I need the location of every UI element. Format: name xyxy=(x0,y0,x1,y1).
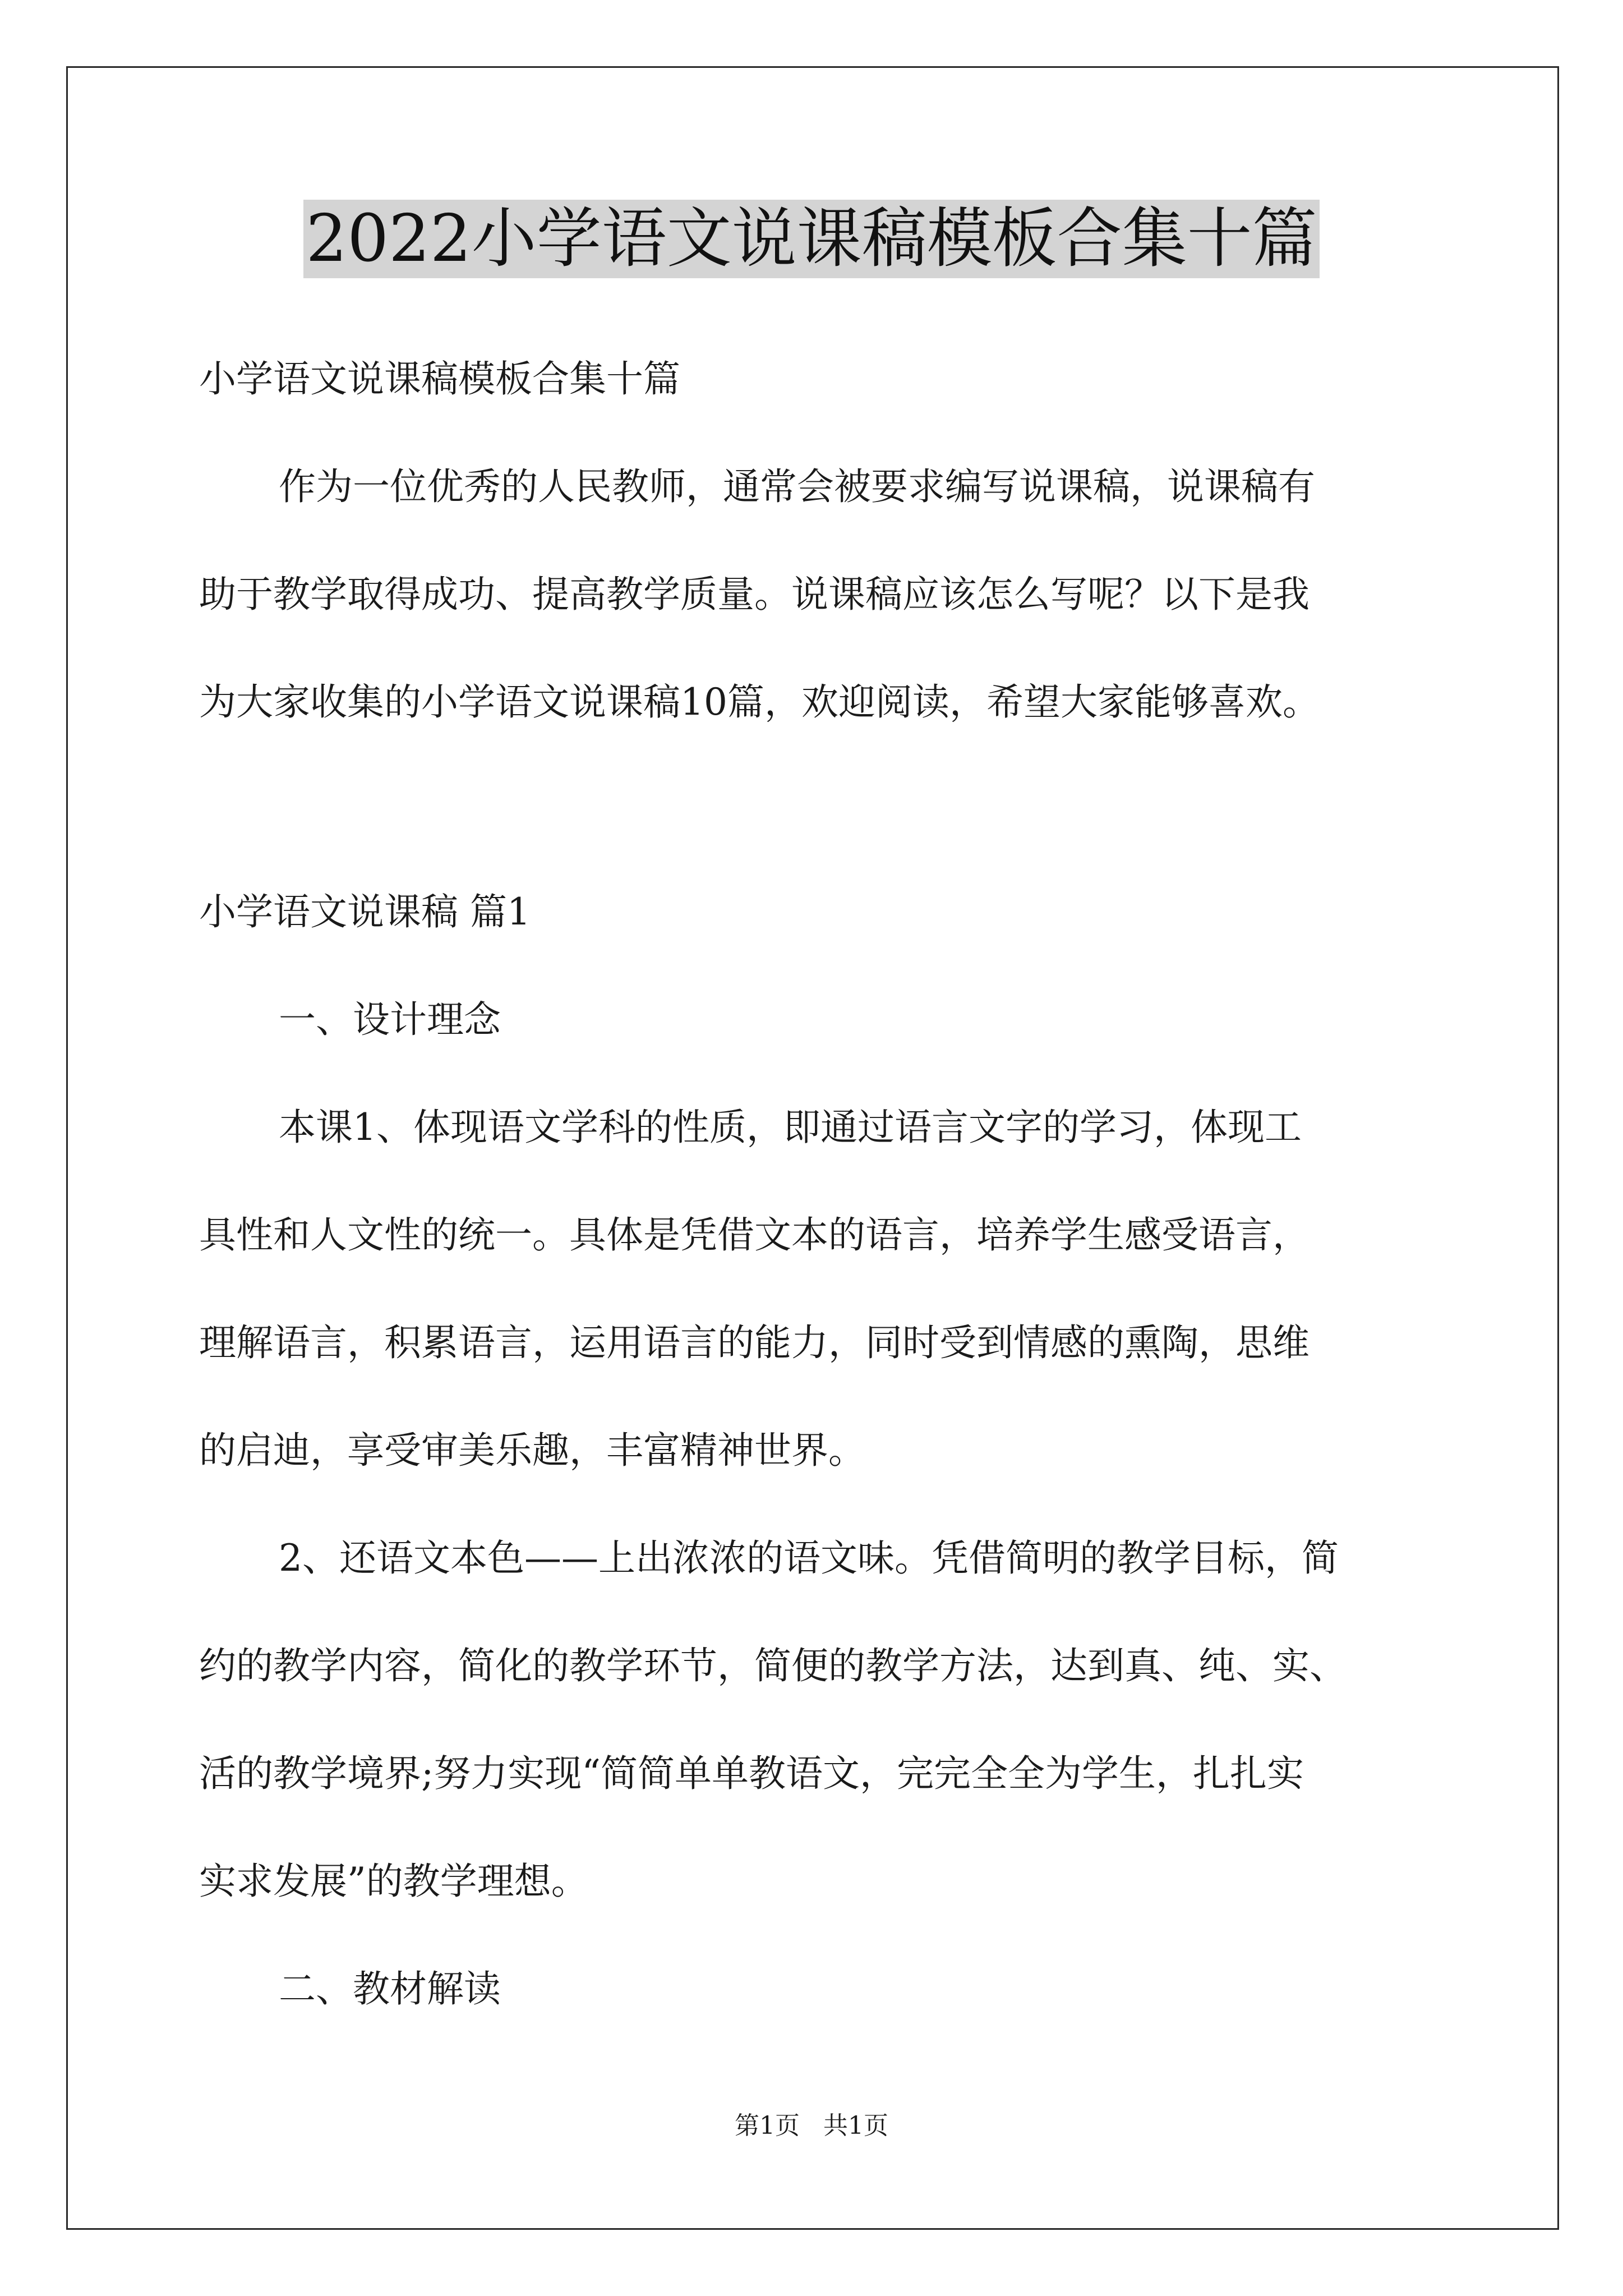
para2-line-3: 活的教学境界;努力实现“简简单单教语文，完完全全为学生，扎扎实 xyxy=(199,1752,1304,1795)
para1-line-2: 具性和人文性的统一。具体是凭借文本的语言，培养学生感受语言， xyxy=(199,1213,1310,1257)
para1-line-3: 理解语言，积累语言，运用语言的能力，同时受到情感的熏陶，思维 xyxy=(199,1321,1310,1364)
para2-line-4: 实求发展”的教学理想。 xyxy=(199,1860,588,1903)
para2-line-2: 约的教学内容，简化的教学环节，简便的教学方法，达到真、纯、实、 xyxy=(199,1644,1347,1687)
intro-line-2: 助于教学取得成功、提高教学质量。说课稿应该怎么写呢？以下是我 xyxy=(199,573,1310,616)
page-number: 第1页 共1页 xyxy=(735,2111,888,2140)
intro-line-3: 为大家收集的小学语文说课稿10篇，欢迎阅读，希望大家能够喜欢。 xyxy=(199,680,1320,724)
title-container xyxy=(0,200,1623,278)
part1-heading: 一、设计理念 xyxy=(279,998,501,1041)
page-footer xyxy=(0,2109,1623,2143)
para2-line-1: 2、还语文本色——上出浓浓的语文味。凭借简明的教学目标，简 xyxy=(279,1536,1339,1580)
document-title: 2022小学语文说课稿模板合集十篇 xyxy=(303,200,1319,278)
section-heading: 小学语文说课稿 篇1 xyxy=(199,890,531,933)
part2-heading: 二、教材解读 xyxy=(279,1967,501,2010)
para1-line-1: 本课1、体现语文学科的性质，即通过语言文字的学习，体现工 xyxy=(279,1106,1302,1149)
intro-line-1: 作为一位优秀的人民教师，通常会被要求编写说课稿，说课稿有 xyxy=(279,465,1315,508)
para1-line-4: 的启迪，享受审美乐趣，丰富精神世界。 xyxy=(199,1429,865,1472)
document-subtitle: 小学语文说课稿模板合集十篇 xyxy=(199,357,680,401)
